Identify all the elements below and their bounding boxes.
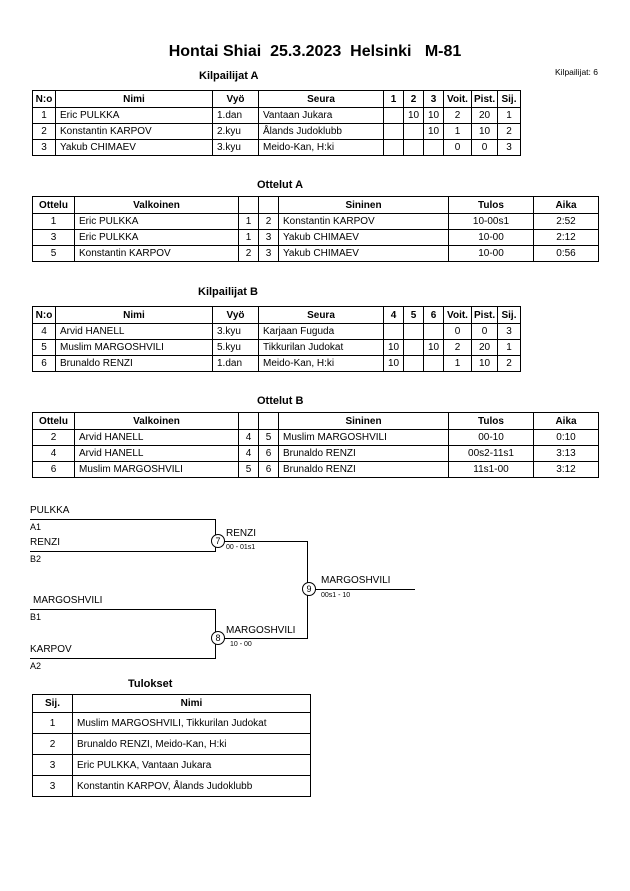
table-cell: 10 (384, 340, 404, 356)
table-cell: 11s1-00 (449, 462, 534, 478)
ottelut-b-table (32, 412, 599, 478)
table-cell: 1 (33, 214, 75, 230)
column-header (259, 197, 279, 214)
table-cell: 2 (33, 124, 56, 140)
table-cell: 0 (444, 324, 472, 340)
column-header: Seura (259, 91, 384, 108)
table-cell: Muslim MARGOSHVILI (75, 462, 239, 478)
tulokset-table (32, 694, 311, 797)
column-header: Vyö (213, 307, 259, 324)
table-cell: 6 (33, 462, 75, 478)
table-row (33, 462, 599, 478)
competitors-count-label: Kilpailijat: 6 (555, 67, 598, 77)
table-cell: 5 (239, 462, 259, 478)
table-cell: 00s2-11s1 (449, 446, 534, 462)
table-cell: 0 (444, 140, 472, 156)
bracket-slot-name: MARGOSHVILI (33, 595, 103, 606)
table-cell: Arvid HANELL (75, 430, 239, 446)
table-cell: 00-10 (449, 430, 534, 446)
table-cell: 2 (239, 246, 259, 262)
table-cell: 2.kyu (213, 124, 259, 140)
match-winner: MARGOSHVILI (321, 575, 391, 586)
table-cell: 3.kyu (213, 324, 259, 340)
match-score: 00s1 - 10 (321, 592, 351, 599)
table-cell: 4 (239, 430, 259, 446)
table-cell: 10 (424, 340, 444, 356)
column-header: 6 (424, 307, 444, 324)
column-header: 1 (384, 91, 404, 108)
ottelut-a-table (32, 196, 599, 262)
table-cell: Vantaan Jukara (259, 108, 384, 124)
table-cell: Konstantin KARPOV, Ålands Judoklubb (73, 776, 311, 797)
column-header: Nimi (73, 695, 311, 713)
table-cell: 0 (472, 140, 498, 156)
kilpailijat-a-table (32, 90, 521, 156)
table-row (33, 734, 311, 755)
bracket-slot-seed: A2 (30, 661, 42, 671)
column-header: Pist. (472, 91, 498, 108)
table-cell: 6 (259, 446, 279, 462)
match-number-badge: 8 (211, 631, 225, 645)
bracket-slot-seed: A1 (30, 522, 42, 532)
page-title: Hontai Shiai 25.3.2023 Helsinki M-81 (168, 43, 462, 60)
table-cell: 5.kyu (213, 340, 259, 356)
bracket-slot-name: RENZI (30, 537, 60, 548)
table-cell: 3.kyu (213, 140, 259, 156)
column-header: Pist. (472, 307, 498, 324)
table-cell (424, 324, 444, 340)
table-cell (404, 324, 424, 340)
table-cell: 2 (444, 340, 472, 356)
table-cell: Konstantin KARPOV (279, 214, 449, 230)
table-cell: 0:56 (534, 246, 599, 262)
column-header: Seura (259, 307, 384, 324)
elimination-bracket (0, 478, 630, 675)
table-row (33, 124, 521, 140)
section-heading-ottelut-b: Ottelut B (257, 395, 304, 407)
table-cell: 6 (33, 356, 56, 372)
table-cell: 2 (498, 356, 521, 372)
bracket-line (30, 519, 215, 520)
table-row (33, 713, 311, 734)
column-header: Tulos (449, 197, 534, 214)
table-cell: 10 (424, 108, 444, 124)
column-header: Ottelu (33, 197, 75, 214)
column-header: Valkoinen (75, 413, 239, 430)
table-row (33, 430, 599, 446)
table-cell: 10-00s1 (449, 214, 534, 230)
table-cell: 1.dan (213, 108, 259, 124)
table-cell: Brunaldo RENZI, Meido-Kan, H:ki (73, 734, 311, 755)
table-cell: 0:10 (534, 430, 599, 446)
table-cell: Eric PULKKA (56, 108, 213, 124)
table-cell: 2:52 (534, 214, 599, 230)
table-row (33, 324, 521, 340)
kilpailijat-b-table (32, 306, 521, 372)
table-cell: Meido-Kan, H:ki (259, 356, 384, 372)
section-heading-kilpailijat-b: Kilpailijat B (198, 286, 258, 298)
table-cell: 2 (498, 124, 521, 140)
header-row (33, 197, 599, 214)
table-cell: 1 (33, 713, 73, 734)
table-row (33, 776, 311, 797)
table-cell: 4 (239, 446, 259, 462)
table-cell: 3 (259, 246, 279, 262)
bracket-line (30, 609, 215, 610)
column-header: Nimi (56, 91, 213, 108)
column-header: 5 (404, 307, 424, 324)
section-heading-ottelut-a: Ottelut A (257, 179, 304, 191)
match-winner: MARGOSHVILI (226, 625, 296, 636)
column-header: Tulos (449, 413, 534, 430)
bracket-slot-seed: B2 (30, 554, 42, 564)
section-heading-kilpailijat-a: Kilpailijat A (199, 70, 259, 82)
table-row (33, 214, 599, 230)
table-cell: 10-00 (449, 246, 534, 262)
table-cell: 3 (33, 755, 73, 776)
table-cell: Brunaldo RENZI (279, 446, 449, 462)
table-cell: 1 (498, 108, 521, 124)
table-cell: Brunaldo RENZI (56, 356, 213, 372)
match-number-badge: 7 (211, 534, 225, 548)
table-row (33, 340, 521, 356)
table-cell: 5 (259, 430, 279, 446)
table-cell: 1 (33, 108, 56, 124)
table-cell: 4 (33, 446, 75, 462)
table-cell: 3 (33, 230, 75, 246)
table-cell: 10-00 (449, 230, 534, 246)
column-header: Aika (534, 413, 599, 430)
table-cell: Brunaldo RENZI (279, 462, 449, 478)
table-cell: Muslim MARGOSHVILI, Tikkurilan Judokat (73, 713, 311, 734)
section-heading-tulokset: Tulokset (128, 678, 173, 690)
table-cell: Arvid HANELL (75, 446, 239, 462)
table-cell (404, 124, 424, 140)
table-cell: Meido-Kan, H:ki (259, 140, 384, 156)
table-cell: Muslim MARGOSHVILI (56, 340, 213, 356)
header-row (33, 695, 311, 713)
table-cell: Arvid HANELL (56, 324, 213, 340)
match-score: 00 - 01s1 (226, 544, 256, 551)
table-cell (384, 108, 404, 124)
table-cell: Eric PULKKA (75, 214, 239, 230)
table-cell: 3 (259, 230, 279, 246)
table-cell: 5 (33, 340, 56, 356)
table-cell: 1 (444, 124, 472, 140)
table-cell: 10 (424, 124, 444, 140)
header-row (33, 413, 599, 430)
column-header: Sij. (498, 307, 521, 324)
header-row (33, 91, 521, 108)
table-cell: Ålands Judoklubb (259, 124, 384, 140)
table-cell: 3 (498, 324, 521, 340)
bracket-slot-name: PULKKA (30, 505, 70, 516)
table-cell: 2 (33, 430, 75, 446)
table-cell (404, 356, 424, 372)
table-cell: 20 (472, 340, 498, 356)
table-cell: 0 (472, 324, 498, 340)
column-header (239, 197, 259, 214)
column-header (239, 413, 259, 430)
table-cell: 20 (472, 108, 498, 124)
column-header (259, 413, 279, 430)
column-header: N:o (33, 307, 56, 324)
column-header: Aika (534, 197, 599, 214)
header-row (33, 307, 521, 324)
table-row (33, 755, 311, 776)
table-cell (384, 324, 404, 340)
column-header: 3 (424, 91, 444, 108)
table-cell (424, 140, 444, 156)
table-cell: 1 (444, 356, 472, 372)
bracket-slot-seed: B1 (30, 612, 42, 622)
column-header: Sij. (498, 91, 521, 108)
column-header: Sij. (33, 695, 73, 713)
table-cell (424, 356, 444, 372)
table-row (33, 108, 521, 124)
column-header: Voit. (444, 307, 472, 324)
table-cell: 1 (498, 340, 521, 356)
table-cell: Eric PULKKA (75, 230, 239, 246)
table-cell: Muslim MARGOSHVILI (279, 430, 449, 446)
table-cell (384, 140, 404, 156)
table-row (33, 446, 599, 462)
table-cell: 2 (259, 214, 279, 230)
table-cell: Yakub CHIMAEV (56, 140, 213, 156)
column-header: Sininen (279, 197, 449, 214)
bracket-line (30, 551, 215, 552)
column-header: 4 (384, 307, 404, 324)
match-winner: RENZI (226, 528, 256, 539)
table-cell: 10 (404, 108, 424, 124)
table-cell: 10 (472, 356, 498, 372)
table-cell: Eric PULKKA, Vantaan Jukara (73, 755, 311, 776)
column-header: Voit. (444, 91, 472, 108)
table-cell: 1 (239, 230, 259, 246)
table-cell: Tikkurilan Judokat (259, 340, 384, 356)
table-cell: 6 (259, 462, 279, 478)
column-header: Nimi (56, 307, 213, 324)
table-cell: 1 (239, 214, 259, 230)
table-row (33, 230, 599, 246)
column-header: Sininen (279, 413, 449, 430)
table-cell: 5 (33, 246, 75, 262)
bracket-line (307, 589, 415, 590)
table-cell: Yakub CHIMAEV (279, 230, 449, 246)
table-cell: 4 (33, 324, 56, 340)
bracket-slot-name: KARPOV (30, 644, 72, 655)
table-cell (404, 340, 424, 356)
table-cell: Karjaan Fuguda (259, 324, 384, 340)
table-cell (384, 124, 404, 140)
column-header: Valkoinen (75, 197, 239, 214)
column-header: 2 (404, 91, 424, 108)
match-number-badge: 9 (302, 582, 316, 596)
table-cell: 2:12 (534, 230, 599, 246)
table-cell (404, 140, 424, 156)
match-score: 10 - 00 (230, 641, 252, 648)
bracket-line (30, 658, 215, 659)
table-cell: Konstantin KARPOV (75, 246, 239, 262)
table-cell: 3 (33, 776, 73, 797)
table-cell: Konstantin KARPOV (56, 124, 213, 140)
table-cell: 1.dan (213, 356, 259, 372)
column-header: Ottelu (33, 413, 75, 430)
table-cell: 10 (472, 124, 498, 140)
table-cell: 2 (33, 734, 73, 755)
table-cell: 3:13 (534, 446, 599, 462)
table-cell: 3 (33, 140, 56, 156)
table-row (33, 246, 599, 262)
table-cell: 2 (444, 108, 472, 124)
table-cell: Yakub CHIMAEV (279, 246, 449, 262)
column-header: N:o (33, 91, 56, 108)
bracket-line (215, 638, 307, 639)
table-cell: 3 (498, 140, 521, 156)
table-row (33, 140, 521, 156)
bracket-line (215, 541, 307, 542)
column-header: Vyö (213, 91, 259, 108)
table-row (33, 356, 521, 372)
table-cell: 10 (384, 356, 404, 372)
table-cell: 3:12 (534, 462, 599, 478)
